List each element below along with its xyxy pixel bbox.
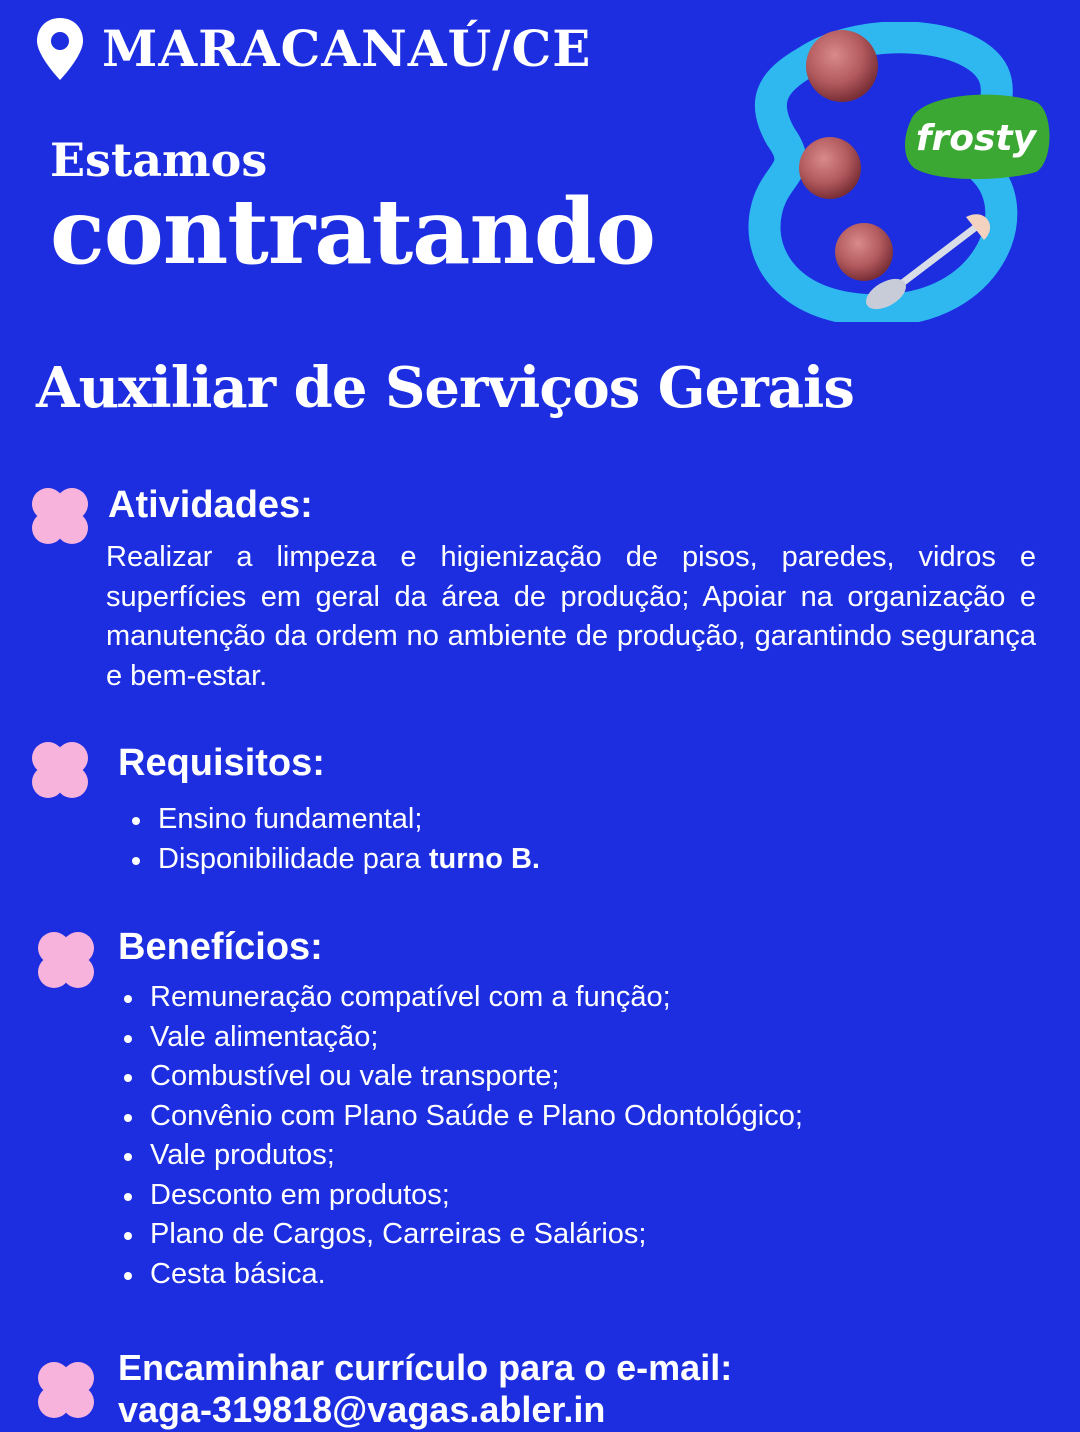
headline-line2: contratando	[50, 179, 655, 285]
location-text: MARACANAÚ/CE	[102, 19, 592, 78]
list-item: Vale alimentação;	[120, 1018, 803, 1058]
location-header	[34, 16, 591, 82]
list-item: Vale produtos;	[120, 1136, 803, 1176]
list-item: Desconto em produtos;	[120, 1176, 803, 1216]
ice-cream-scoop-bottom	[835, 223, 893, 281]
list-item: Plano de Cargos, Carreiras e Salários;	[120, 1215, 803, 1255]
requisitos-list	[128, 800, 540, 879]
email-label: Encaminhar currículo para o e-mail:	[118, 1347, 733, 1388]
location-pin-icon	[34, 16, 86, 82]
atividades-text: Realizar a limpeza e higienização de pisos, paredes, vidros e superfícies em geral da área de produção; Apoiar na organização e manutenção da ordem no ambiente de produção, garantindo segurança e bem-estar.	[106, 541, 1036, 692]
list-item: Combustível ou vale transporte;	[120, 1057, 803, 1097]
list-item: Remuneração compatível com a função;	[120, 978, 803, 1018]
list-item: Convênio com Plano Saúde e Plano Odontológico;	[120, 1097, 803, 1137]
frosty-badge	[905, 95, 1050, 179]
headline-line1: Estamos	[50, 133, 268, 187]
ice-cream-scoop-middle	[799, 137, 861, 199]
list-item-text: Disponibilidade para	[158, 842, 429, 875]
email-address-link[interactable]: vaga-319818@vagas.abler.in	[118, 1389, 606, 1430]
list-item: Cesta básica.	[120, 1255, 803, 1295]
svg-text:frosty: frosty	[915, 118, 1037, 159]
pink-flower-icon	[34, 928, 98, 992]
list-item: Ensino fundamental;	[128, 800, 540, 840]
job-title: Auxiliar de Serviços Gerais	[36, 355, 854, 421]
pink-flower-icon	[34, 1358, 98, 1422]
list-item	[128, 840, 540, 880]
ice-cream-scoop-top	[806, 30, 878, 102]
beneficios-list	[120, 978, 803, 1294]
beneficios-title: Benefícios:	[118, 926, 323, 968]
frosty-logo-art	[736, 22, 1056, 322]
requisitos-title: Requisitos:	[118, 742, 325, 784]
pink-flower-icon	[28, 484, 92, 548]
list-item-bold-text: turno B.	[428, 842, 540, 875]
pink-flower-icon	[28, 738, 92, 802]
atividades-title: Atividades:	[108, 484, 313, 526]
